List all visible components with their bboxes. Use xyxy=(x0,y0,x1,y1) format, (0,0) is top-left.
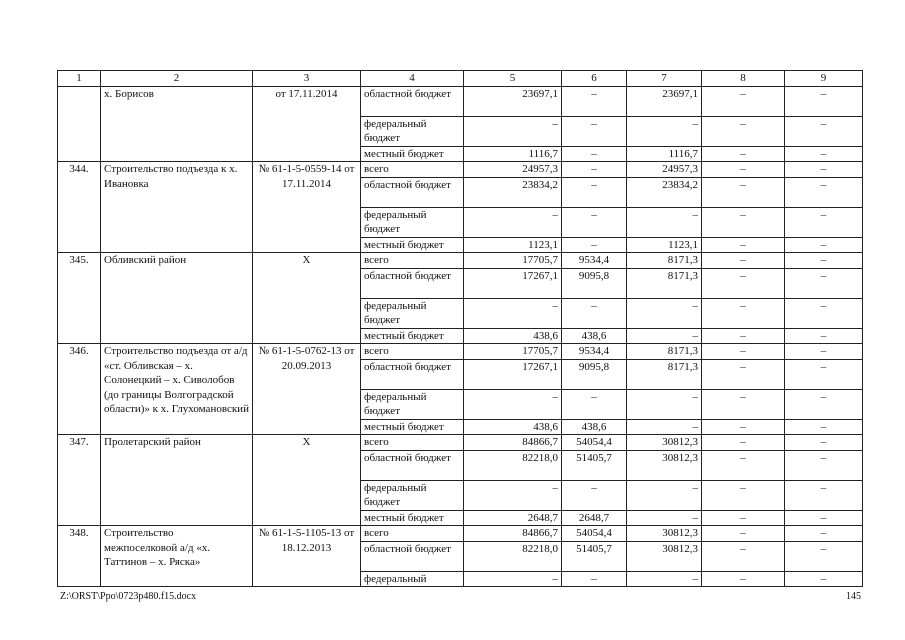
col7-value: – xyxy=(627,298,702,328)
col8-value: – xyxy=(702,146,785,162)
funding-source: всего xyxy=(361,344,464,360)
table-row xyxy=(58,86,863,116)
col9-value: – xyxy=(785,162,863,178)
col8-value: – xyxy=(702,526,785,542)
col9-value: – xyxy=(785,207,863,237)
col7-value: 30812,3 xyxy=(627,541,702,571)
col7-value: 30812,3 xyxy=(627,435,702,451)
col5-value: 23834,2 xyxy=(464,177,562,207)
col9-value: – xyxy=(785,237,863,253)
col7-value: 8171,3 xyxy=(627,359,702,389)
col7-value: 1116,7 xyxy=(627,146,702,162)
col6-value: – xyxy=(562,237,627,253)
col6-value: 9534,4 xyxy=(562,344,627,360)
col5-value: 17267,1 xyxy=(464,359,562,389)
col-header: 4 xyxy=(361,71,464,87)
document-ref: № 61-1-5-0762-13 от 20.09.2013 xyxy=(253,344,361,435)
object-name: х. Борисов xyxy=(101,86,253,162)
object-name: Строительство межпоселковой а/д «х. Таттинов – х. Ряска» xyxy=(101,526,253,587)
page-number: 145 xyxy=(846,591,861,602)
col8-value: – xyxy=(702,359,785,389)
col8-value: – xyxy=(702,419,785,435)
col5-value: – xyxy=(464,207,562,237)
col7-value: 8171,3 xyxy=(627,268,702,298)
col8-value: – xyxy=(702,541,785,571)
funding-source: областной бюджет xyxy=(361,359,464,389)
col9-value: – xyxy=(785,177,863,207)
col6-value: 438,6 xyxy=(562,419,627,435)
funding-source: местный бюджет xyxy=(361,510,464,526)
col7-value: 30812,3 xyxy=(627,450,702,480)
col5-value: 17267,1 xyxy=(464,268,562,298)
funding-source: всего xyxy=(361,162,464,178)
col6-value: – xyxy=(562,298,627,328)
col8-value: – xyxy=(702,571,785,587)
col9-value: – xyxy=(785,450,863,480)
table-row xyxy=(58,435,863,451)
col5-value: 23697,1 xyxy=(464,86,562,116)
col8-value: – xyxy=(702,389,785,419)
col9-value: – xyxy=(785,146,863,162)
col7-value: 1123,1 xyxy=(627,237,702,253)
col-header: 7 xyxy=(627,71,702,87)
col7-value: – xyxy=(627,328,702,344)
col5-value: 24957,3 xyxy=(464,162,562,178)
col8-value: – xyxy=(702,237,785,253)
col6-value: – xyxy=(562,177,627,207)
col-header: 1 xyxy=(58,71,101,87)
col6-value: 2648,7 xyxy=(562,510,627,526)
col5-value: 82218,0 xyxy=(464,541,562,571)
col7-value: – xyxy=(627,510,702,526)
col6-value: 9534,4 xyxy=(562,253,627,269)
col8-value: – xyxy=(702,177,785,207)
col6-value: – xyxy=(562,571,627,587)
col6-value: 9095,8 xyxy=(562,268,627,298)
col9-value: – xyxy=(785,480,863,510)
col8-value: – xyxy=(702,328,785,344)
funding-source: местный бюджет xyxy=(361,146,464,162)
col-header: 2 xyxy=(101,71,253,87)
col9-value: – xyxy=(785,328,863,344)
col-header: 3 xyxy=(253,71,361,87)
table-row xyxy=(58,526,863,542)
document-ref: от 17.11.2014 xyxy=(253,86,361,162)
funding-source: федеральный бюджет xyxy=(361,116,464,146)
col8-value: – xyxy=(702,116,785,146)
funding-source: областной бюджет xyxy=(361,541,464,571)
funding-source: всего xyxy=(361,253,464,269)
col9-value: – xyxy=(785,344,863,360)
document-ref: № 61-1-5-0559-14 от 17.11.2014 xyxy=(253,162,361,253)
row-number: 344. xyxy=(58,162,101,253)
col7-value: 24957,3 xyxy=(627,162,702,178)
col9-value: – xyxy=(785,510,863,526)
document-ref: № 61-1-5-1105-13 от 18.12.2013 xyxy=(253,526,361,587)
header-row xyxy=(58,71,863,87)
col9-value: – xyxy=(785,116,863,146)
col7-value: 8171,3 xyxy=(627,344,702,360)
col6-value: – xyxy=(562,162,627,178)
col8-value: – xyxy=(702,480,785,510)
col6-value: – xyxy=(562,86,627,116)
row-number: 346. xyxy=(58,344,101,435)
row-number: 347. xyxy=(58,435,101,526)
object-name: Пролетарский район xyxy=(101,435,253,526)
col5-value: 1123,1 xyxy=(464,237,562,253)
funding-source: местный бюджет xyxy=(361,237,464,253)
col5-value: – xyxy=(464,571,562,587)
col8-value: – xyxy=(702,298,785,328)
funding-source: местный бюджет xyxy=(361,419,464,435)
table-body xyxy=(58,86,863,587)
table-row xyxy=(58,253,863,269)
funding-source: всего xyxy=(361,526,464,542)
col9-value: – xyxy=(785,389,863,419)
table-row xyxy=(58,344,863,360)
col5-value: 2648,7 xyxy=(464,510,562,526)
col9-value: – xyxy=(785,268,863,298)
col6-value: – xyxy=(562,146,627,162)
col7-value: 23834,2 xyxy=(627,177,702,207)
col8-value: – xyxy=(702,207,785,237)
funding-source: областной бюджет xyxy=(361,86,464,116)
col5-value: – xyxy=(464,389,562,419)
col5-value: 438,6 xyxy=(464,419,562,435)
funding-source: областной бюджет xyxy=(361,268,464,298)
col7-value: – xyxy=(627,116,702,146)
col5-value: 82218,0 xyxy=(464,450,562,480)
col5-value: 438,6 xyxy=(464,328,562,344)
col6-value: – xyxy=(562,116,627,146)
col6-value: 51405,7 xyxy=(562,450,627,480)
col5-value: 17705,7 xyxy=(464,253,562,269)
col6-value: – xyxy=(562,389,627,419)
object-name: Обливский район xyxy=(101,253,253,344)
col6-value: 54054,4 xyxy=(562,526,627,542)
col9-value: – xyxy=(785,298,863,328)
col6-value: – xyxy=(562,207,627,237)
col7-value: 23697,1 xyxy=(627,86,702,116)
col6-value: 51405,7 xyxy=(562,541,627,571)
col5-value: 1116,7 xyxy=(464,146,562,162)
col9-value: – xyxy=(785,526,863,542)
col5-value: 17705,7 xyxy=(464,344,562,360)
col9-value: – xyxy=(785,435,863,451)
funding-source: федеральный бюджет xyxy=(361,207,464,237)
funding-source: федеральный xyxy=(361,571,464,587)
col8-value: – xyxy=(702,162,785,178)
funding-source: федеральный бюджет xyxy=(361,480,464,510)
col7-value: 30812,3 xyxy=(627,526,702,542)
col9-value: – xyxy=(785,359,863,389)
col8-value: – xyxy=(702,450,785,480)
document-ref: Х xyxy=(253,435,361,526)
document-ref: Х xyxy=(253,253,361,344)
row-number: 348. xyxy=(58,526,101,587)
col7-value: – xyxy=(627,419,702,435)
col-header: 5 xyxy=(464,71,562,87)
col8-value: – xyxy=(702,510,785,526)
funding-source: областной бюджет xyxy=(361,450,464,480)
file-path: Z:\ORST\Ppo\0723p480.f15.docx xyxy=(60,591,197,602)
col5-value: 84866,7 xyxy=(464,526,562,542)
col8-value: – xyxy=(702,86,785,116)
funding-source: федеральный бюджет xyxy=(361,389,464,419)
col6-value: – xyxy=(562,480,627,510)
col7-value: – xyxy=(627,389,702,419)
table-row xyxy=(58,162,863,178)
row-number xyxy=(58,86,101,162)
col8-value: – xyxy=(702,344,785,360)
budget-table xyxy=(57,70,863,587)
col6-value: 9095,8 xyxy=(562,359,627,389)
col5-value: 84866,7 xyxy=(464,435,562,451)
col6-value: 54054,4 xyxy=(562,435,627,451)
col7-value: – xyxy=(627,571,702,587)
object-name: Строительство подъезда к х. Ивановка xyxy=(101,162,253,253)
funding-source: всего xyxy=(361,435,464,451)
funding-source: областной бюджет xyxy=(361,177,464,207)
funding-source: местный бюджет xyxy=(361,328,464,344)
col-header: 9 xyxy=(785,71,863,87)
col9-value: – xyxy=(785,571,863,587)
col5-value: – xyxy=(464,298,562,328)
object-name: Строительство подъезда от а/д «ст. Обливская – х. Солонецкий – х. Сиволобов (до границы Волгоградской области)» к х. Глухомановский xyxy=(101,344,253,435)
col8-value: – xyxy=(702,268,785,298)
col7-value: – xyxy=(627,207,702,237)
col9-value: – xyxy=(785,541,863,571)
col5-value: – xyxy=(464,116,562,146)
col5-value: – xyxy=(464,480,562,510)
funding-source: федеральный бюджет xyxy=(361,298,464,328)
col7-value: 8171,3 xyxy=(627,253,702,269)
col-header: 8 xyxy=(702,71,785,87)
col9-value: – xyxy=(785,253,863,269)
col9-value: – xyxy=(785,419,863,435)
col-header: 6 xyxy=(562,71,627,87)
col7-value: – xyxy=(627,480,702,510)
col8-value: – xyxy=(702,253,785,269)
col8-value: – xyxy=(702,435,785,451)
row-number: 345. xyxy=(58,253,101,344)
col6-value: 438,6 xyxy=(562,328,627,344)
col9-value: – xyxy=(785,86,863,116)
